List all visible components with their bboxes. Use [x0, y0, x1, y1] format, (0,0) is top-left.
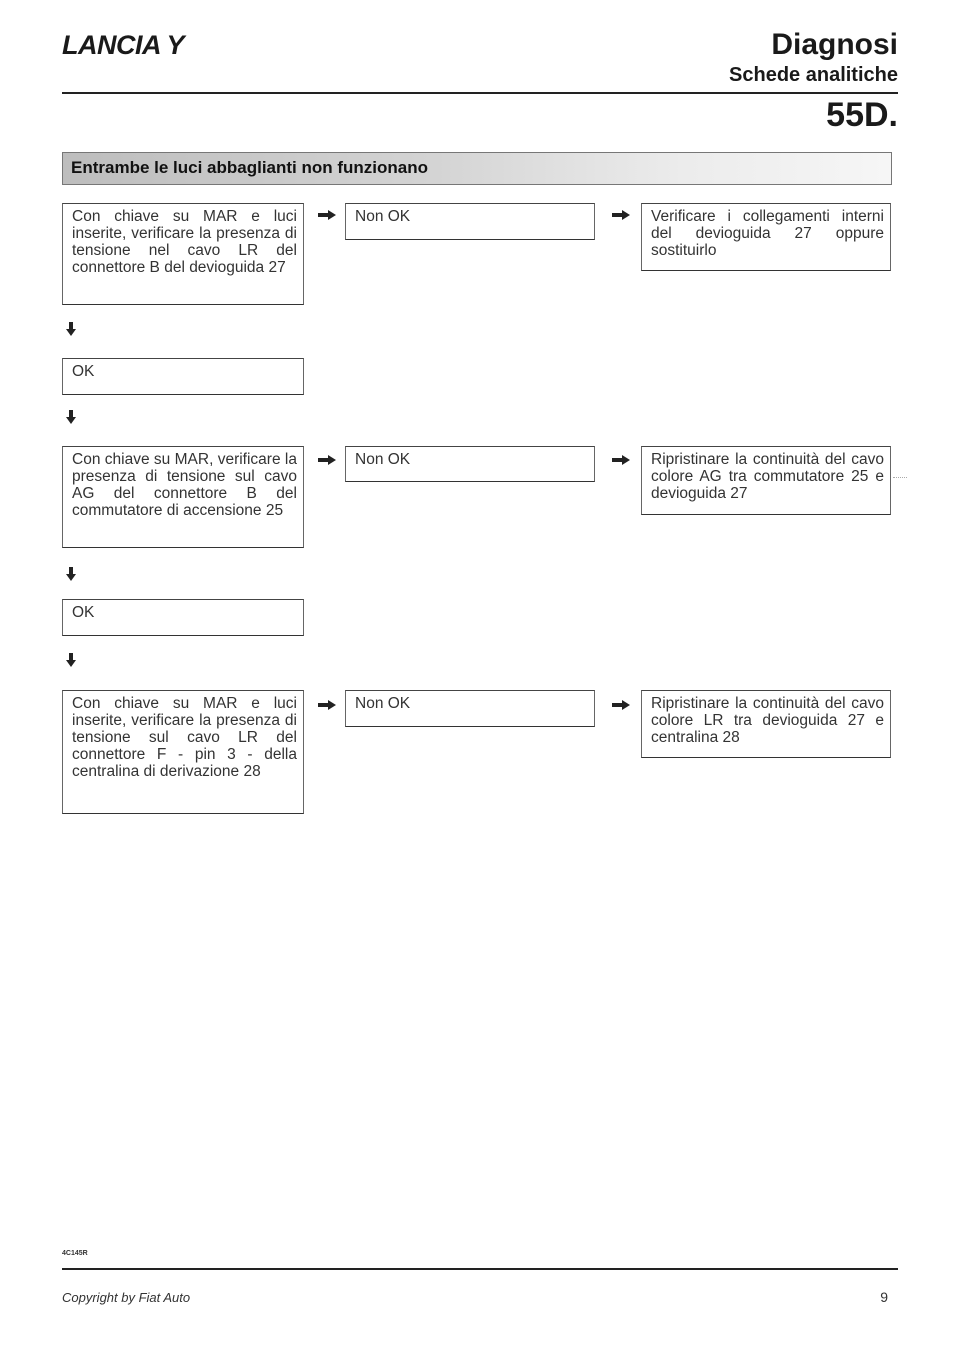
arrow-right-icon [318, 700, 336, 710]
ok-box-1: OK [62, 358, 304, 395]
copyright-notice: Copyright by Fiat Auto [62, 1290, 191, 1305]
arrow-right-icon [612, 455, 630, 465]
page-number: 9 [880, 1289, 888, 1305]
result-box-3: Non OK [345, 690, 595, 727]
document-code: 4C145R [62, 1250, 88, 1257]
arrow-down-icon [66, 567, 76, 581]
check-box-2: Con chiave su MAR, verificare la presenza di tensione sul cavo AG del connettore B del commutatore di accensione 25 [62, 446, 304, 548]
result-box-1: Non OK [345, 203, 595, 240]
check-box-3: Con chiave su MAR e luci inserite, verificare la presenza di tensione sul cavo LR del connettore F - pin 3 - della centralina di derivazione 28 [62, 690, 304, 814]
divider-dots [893, 477, 907, 478]
arrow-right-icon [612, 700, 630, 710]
action-box-1: Verificare i collegamenti interni del devioguida 27 oppure sostituirlo [641, 203, 891, 271]
arrow-right-icon [612, 210, 630, 220]
arrow-right-icon [318, 210, 336, 220]
brand-title: LANCIA Y [62, 30, 185, 60]
action-box-2: Ripristinare la continuità del cavo colore AG tra commutatore 25 e devioguida 27 [641, 446, 891, 515]
action-box-3: Ripristinare la continuità del cavo colore LR tra devioguida 27 e centralina 28 [641, 690, 891, 758]
arrow-down-icon [66, 653, 76, 667]
result-box-2: Non OK [345, 446, 595, 482]
arrow-down-icon [66, 322, 76, 336]
arrow-down-icon [66, 410, 76, 424]
page-code: 55D. [826, 96, 898, 134]
footer-rule [62, 1268, 898, 1270]
check-box-1: Con chiave su MAR e luci inserite, verificare la presenza di tensione nel cavo LR del connettore B del devioguida 27 [62, 203, 304, 305]
ok-box-2: OK [62, 599, 304, 636]
section-title: Diagnosi [771, 28, 898, 61]
section-subtitle: Schede analitiche [729, 64, 898, 86]
fault-banner: Entrambe le luci abbaglianti non funzionano [62, 152, 892, 185]
arrow-right-icon [318, 455, 336, 465]
header-rule [62, 92, 898, 94]
